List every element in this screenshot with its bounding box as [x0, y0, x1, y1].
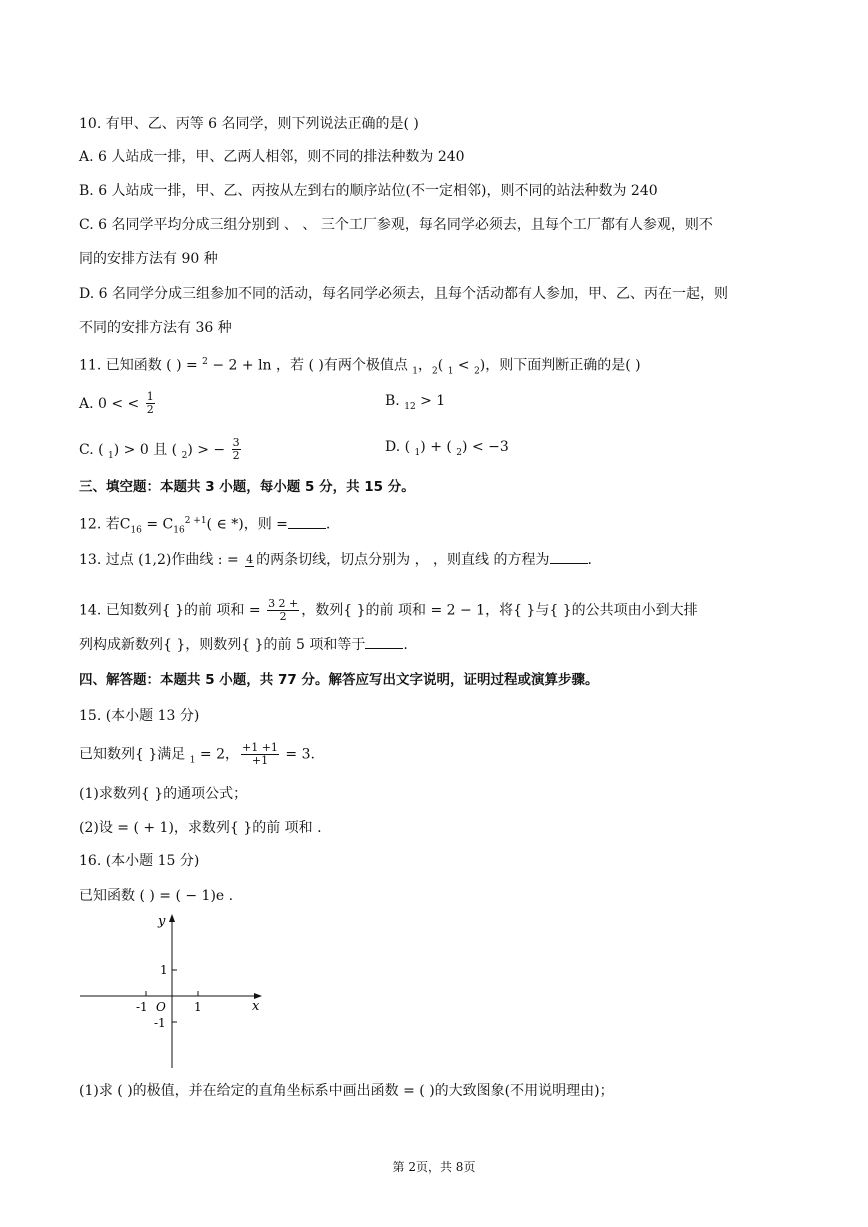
q11-option-c: C. ( $_1$) > 0 且 ( $_2$) > − $\frac{3}{2}$: [79, 436, 240, 462]
q11-options-row2: [79, 437, 808, 465]
page-footer: 第 2页，共 8页: [392, 1160, 476, 1174]
answer-blank[interactable]: [550, 550, 588, 564]
tick-label-x-pos: 1: [194, 1000, 202, 1014]
q16-part1: (1)求 ( )的极值，并在给定的直角坐标系中画出函数 = ( )的大致图象(不用说明理由)；: [79, 1083, 614, 1099]
fraction: 4: [246, 552, 254, 566]
q10-option-c-line1: C. 6 名同学平均分成三组分别到 、 、 三个工厂参观，每名同学必须去，且每个工厂都有人参观，则不: [79, 217, 713, 233]
section-4-title: 四、解答题：本题共 5 小题，共 77 分。解答应写出文字说明，证明过程或演算步骤。: [79, 672, 599, 688]
fraction: $\frac{+1 +1}{+1}$: [242, 741, 278, 767]
q16-heading: 16. (本小题 15 分): [79, 853, 200, 869]
origin-label: O: [156, 1000, 166, 1014]
q14-line1: 14. 已知数列{ }的前 项和 = $\frac{3 2 +}{2}$ ，数列{ }的前 项和 = 2 − 1，将{ }与{ }的公共项由小到大排: [79, 597, 698, 623]
q10-stem: 10. 有甲、乙、丙等 6 名同学，则下列说法正确的是( ): [79, 116, 419, 132]
q10-option-b: B. 6 人站成一排，甲、乙、丙按从左到右的顺序站位(不一定相邻)，则不同的站法种数为 240: [79, 183, 658, 199]
section-3-title: 三、填空题：本题共 3 小题，每小题 5 分，共 15 分。: [79, 479, 415, 495]
fraction: $\frac{1}{2}$: [146, 390, 154, 416]
q12: 12. 若$C_{16} = C_{16}^{2 +1}$( ∈ *)，则 = .: [79, 516, 331, 536]
fraction: $\frac{3 2 +}{2}$: [268, 597, 299, 623]
tick-label-y-neg: -1: [154, 1016, 166, 1030]
coordinate-axes: [76, 910, 266, 1070]
fraction: $\frac{3}{2}$: [232, 436, 240, 462]
q10-option-c-line2: 同的安排方法有 90 种: [79, 251, 218, 267]
q11-stem: 11. 已知函数 ( ) = $^2$ − 2 + ln ，若 ( )有两个极值点 $_1$，$_2$( $_1$ < $_2$)，则下面判断正确的是( ): [79, 357, 641, 377]
q11-option-d: D. ( $_1$) + ( $_2$) < −3: [385, 439, 509, 458]
y-axis-label: y: [158, 914, 166, 929]
q11-options-row1: [79, 391, 808, 416]
q10-option-d-line2: 不同的安排方法有 36 种: [79, 320, 232, 336]
answer-blank[interactable]: [365, 635, 403, 649]
tick-label-y-pos: 1: [160, 963, 168, 977]
q15-part2: (2)设 = ( + 1)，求数列{ }的前 项和 .: [79, 820, 322, 836]
y-axis-arrow-icon: [169, 914, 175, 922]
answer-blank[interactable]: [288, 515, 326, 529]
q15-part1: (1)求数列{ }的通项公式；: [79, 786, 248, 802]
q15-given: 已知数列{ }满足 $_1$ = 2， $\frac{+1 +1}{+1}$ = 3.: [79, 741, 315, 767]
q16-given: 已知函数 ( ) = ( − 1)e .: [79, 888, 234, 904]
q10-option-a: A. 6 人站成一排，甲、乙两人相邻，则不同的排法种数为 240: [79, 149, 465, 165]
q14-line2: 列构成新数列{ }，则数列{ }的前 5 项和等于 .: [79, 637, 408, 653]
q11-option-a: A. 0 < < $\frac{1}{2}$: [79, 390, 154, 416]
x-axis-label: x: [252, 999, 260, 1014]
q11-option-b: B. $_{12}$ > 1: [385, 393, 446, 412]
q13: 13. 过点 (1,2)作曲线 : = 4 的两条切线，切点分别为 ， ，则直线 的方程为 .: [79, 552, 592, 568]
q10-option-d-line1: D. 6 名同学分成三组参加不同的活动，每名同学必须去，且每个活动都有人参加，甲、乙、丙在一起，则: [79, 286, 728, 302]
tick-label-x-neg: -1: [136, 1000, 148, 1014]
q15-heading: 15. (本小题 13 分): [79, 708, 200, 724]
